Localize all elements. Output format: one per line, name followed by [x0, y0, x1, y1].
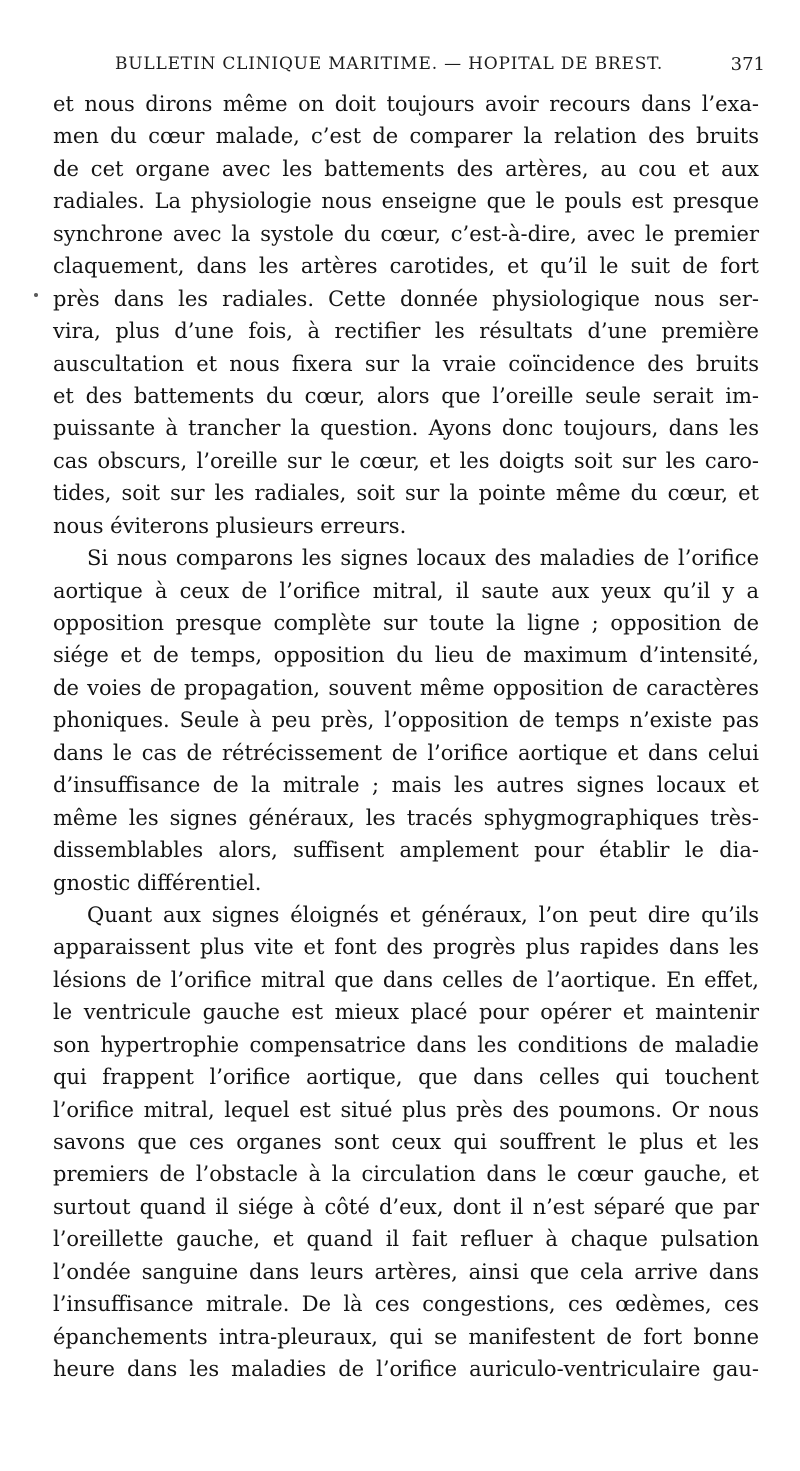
text-line: cas obscurs, l’oreille sur le cœur, et les doigts soit sur les caro-: [53, 448, 759, 473]
running-title: BULLETIN CLINIQUE MARITIME. — HOPITAL DE BREST.: [115, 54, 664, 74]
text-line: dissemblables alors, suffisent amplement pour établir le dia-: [53, 838, 759, 863]
text-line: premiers de l’obstacle à la circulation dans le cœur gauche, et: [53, 1162, 759, 1187]
margin-speck: [34, 293, 38, 297]
text-line: l’orifice mitral, lequel est situé plus près des poumons. Or nous: [53, 1097, 759, 1122]
text-line: de cet organe avec les battements des artères, au cou et aux: [53, 156, 759, 181]
text-line: le ventricule gauche est mieux placé pour opérer et maintenir: [53, 1000, 759, 1025]
text-line: l’ondée sanguine dans leurs artères, ainsi que cela arrive dans: [53, 1259, 759, 1284]
text-line: puissante à trancher la question. Ayons donc toujours, dans les: [53, 416, 759, 441]
text-line: même les signes généraux, les tracés sphygmographiques très-: [53, 805, 759, 830]
paragraph-first-line: Si nous comparons les signes locaux des maladies de l’orifice: [87, 546, 759, 571]
running-head: [115, 54, 765, 84]
text-line: et nous dirons même on doit toujours avoir recours dans l’exa-: [53, 92, 759, 116]
text-line: dans le cas de rétrécissement de l’orifice aortique et dans celui: [53, 740, 759, 765]
body-text: [53, 88, 759, 1386]
text-line: claquement, dans les artères carotides, et qu’il le suit de fort: [53, 254, 759, 279]
text-line: savons que ces organes sont ceux qui souffrent le plus et les: [53, 1130, 759, 1154]
text-line: vira, plus d’une fois, à rectifier les résultats d’une première: [53, 319, 759, 344]
text-line: d’insuffisance de la mitrale ; mais les autres signes locaux et: [53, 773, 759, 798]
text-line: men du cœur malade, c’est de comparer la relation des bruits: [53, 124, 759, 149]
paragraph-first-line: Quant aux signes éloignés et généraux, l’on peut dire qu’ils: [87, 902, 759, 927]
text-line: près dans les radiales. Cette donnée physiologique nous ser-: [53, 286, 759, 311]
text-line: épanchements intra-pleuraux, qui se manifestent de fort bonne: [53, 1324, 759, 1349]
text-line: et des battements du cœur, alors que l’oreille seule serait im-: [53, 383, 759, 408]
text-line: tides, soit sur les radiales, soit sur la pointe même du cœur, et: [53, 481, 759, 506]
text-line: siége et de temps, opposition du lieu de maximum d’intensité,: [53, 643, 759, 668]
text-line: phoniques. Seule à peu près, l’opposition de temps n’existe pas: [53, 708, 759, 733]
paragraph-last-line: gnostic différentiel.: [53, 870, 262, 895]
page-number: 371: [730, 54, 765, 75]
text-line: aortique à ceux de l’orifice mitral, il saute aux yeux qu’il y a: [53, 578, 759, 603]
text-line: qui frappent l’orifice aortique, que dans celles qui touchent: [53, 1065, 759, 1090]
text-line: synchrone avec la systole du cœur, c’est-à-dire, avec le premier: [53, 221, 759, 246]
text-line: lésions de l’orifice mitral que dans celles de l’aortique. En effet,: [53, 967, 759, 992]
text-line: surtout quand il siége à côté d’eux, dont il n’est séparé que par: [53, 1194, 759, 1219]
text-line: l’insuffisance mitrale. De là ces congestions, ces œdèmes, ces: [53, 1292, 759, 1317]
text-line: heure dans les maladies de l’orifice auriculo-ventriculaire gau-: [53, 1357, 759, 1382]
text-line: l’oreillette gauche, et quand il fait refluer à chaque pulsation: [53, 1227, 759, 1252]
text-line: son hypertrophie compensatrice dans les conditions de maladie: [53, 1032, 759, 1057]
paragraph-last-line: nous éviterons plusieurs erreurs.: [53, 513, 407, 538]
text-line: auscultation et nous fixera sur la vraie coïncidence des bruits: [53, 351, 759, 376]
text-line: radiales. La physiologie nous enseigne que le pouls est presque: [53, 189, 759, 214]
text-line: opposition presque complète sur toute la ligne ; opposition de: [53, 611, 759, 635]
text-line: de voies de propagation, souvent même opposition de caractères: [53, 675, 759, 700]
text-line: apparaissent plus vite et font des progrès plus rapides dans les: [53, 935, 759, 960]
